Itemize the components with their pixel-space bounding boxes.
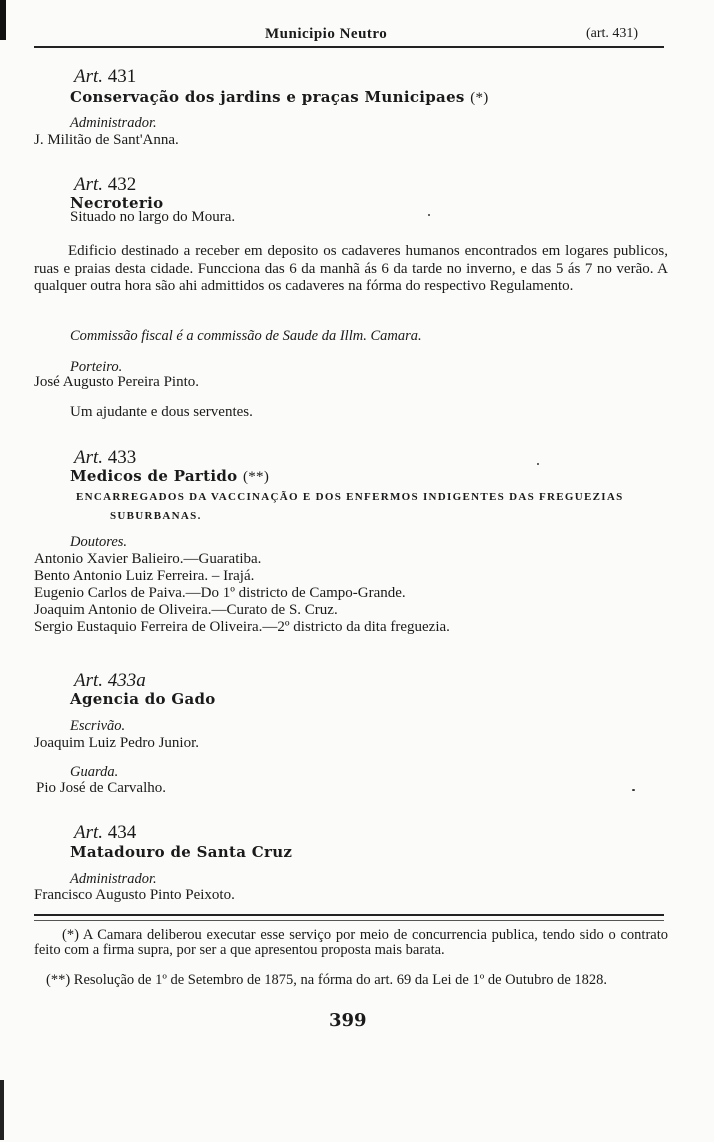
list-item: Sergio Eustaquio Ferreira de Oliveira.—2º districto da dita freguezia. xyxy=(34,619,450,635)
article-434-heading: Matadouro de Santa Cruz xyxy=(70,843,293,861)
footnote-1: (*) A Camara deliberou executar esse serviço por meio de concurrencia publica, tendo sido o contrato feito com a firma supra, por ser a que apresentou proposta mais barata. xyxy=(34,927,668,958)
article-433a-name-1: Joaquim Luiz Pedro Junior. xyxy=(34,735,199,751)
article-431-heading xyxy=(70,88,489,107)
article-431-name: J. Militão de Sant'Anna. xyxy=(34,132,179,148)
doctors-list xyxy=(34,551,450,636)
article-number: 431 xyxy=(107,66,137,87)
scan-mark xyxy=(0,0,6,40)
footnote-rule xyxy=(34,914,664,916)
article-label: Art. xyxy=(74,447,104,468)
article-432-staff: Um ajudante e dous serventes. xyxy=(70,404,253,420)
article-number: 433a xyxy=(107,670,146,691)
list-item: Bento Antonio Luiz Ferreira. – Irajá. xyxy=(34,568,255,584)
scan-mark xyxy=(537,463,539,465)
article-432-location: Situado no largo do Moura. xyxy=(70,209,236,225)
page-number: 399 xyxy=(329,1010,367,1031)
article-label: Art. xyxy=(74,822,104,843)
article-433a-role-1: Escrivão. xyxy=(70,718,126,734)
header-rule xyxy=(34,46,664,48)
article-433a-label xyxy=(74,670,146,692)
running-header-article-ref: (art. 431) xyxy=(586,26,639,41)
article-434-role: Administrador. xyxy=(70,871,157,887)
footnote-2: (**) Resolução de 1º de Setembro de 1875, na fórma do art. 69 da Lei de 1º de Outubro de 1828. xyxy=(46,972,608,988)
article-434-label xyxy=(74,822,136,844)
scan-mark xyxy=(632,789,635,791)
heading-text: Conservação dos jardins e praças Municipaes xyxy=(70,88,465,106)
scan-mark xyxy=(428,214,430,216)
article-433a-name-2: Pio José de Carvalho. xyxy=(36,780,166,796)
list-item: Eugenio Carlos de Paiva.—Do 1º districto de Campo-Grande. xyxy=(34,585,406,601)
article-number: 432 xyxy=(107,174,137,195)
article-431-label xyxy=(74,66,136,88)
footnote-marker: (*) xyxy=(470,90,489,106)
footnote-rule-inner xyxy=(34,920,664,921)
article-number: 433 xyxy=(107,447,137,468)
article-433a-role-2: Guarda. xyxy=(70,764,119,780)
article-432-label xyxy=(74,174,136,196)
footnote-marker: (**) xyxy=(242,469,270,485)
article-432-name: José Augusto Pereira Pinto. xyxy=(34,374,199,390)
article-432-commission: Commissão fiscal é a commissão de Saude da Illm. Camara. xyxy=(70,328,422,344)
article-label: Art. xyxy=(74,174,104,195)
list-item: Antonio Xavier Balieiro.—Guaratiba. xyxy=(34,551,262,567)
article-432-heading: Necroterio xyxy=(70,194,164,212)
article-432-role: Porteiro. xyxy=(70,359,123,375)
article-label: Art. xyxy=(74,670,104,691)
article-431-role: Administrador. xyxy=(70,115,157,131)
article-433-subheading-line1: ENCARREGADOS DA VACCINAÇÃO E DOS ENFERMOS INDIGENTES DAS FREGUEZIAS xyxy=(76,491,624,503)
article-432-description: Edificio destinado a receber em deposito os cadaveres humanos encontrados em logares publicos, ruas e praias desta cidade. Funcciona das 6 da manhã ás 6 da tarde no inverno, e das 5 ás 7 no verão. A qualquer outra hora são ahi admittidos os cadaveres na fórma do respectivo Regulamento. xyxy=(34,243,668,294)
article-433a-heading: Agencia do Gado xyxy=(70,690,216,708)
article-433-heading xyxy=(70,467,269,486)
article-label: Art. xyxy=(74,66,104,87)
running-header-title: Municipio Neutro xyxy=(265,26,388,42)
article-number: 434 xyxy=(107,822,137,843)
article-434-name: Francisco Augusto Pinto Peixoto. xyxy=(34,887,235,903)
article-433-subheading-line2: SUBURBANAS. xyxy=(110,510,202,522)
list-item: Joaquim Antonio de Oliveira.—Curato de S. Cruz. xyxy=(34,602,338,618)
article-433-role: Doutores. xyxy=(70,534,128,550)
scan-mark xyxy=(0,1080,4,1140)
article-433-label xyxy=(74,447,136,469)
heading-text: Medicos de Partido xyxy=(70,467,238,485)
